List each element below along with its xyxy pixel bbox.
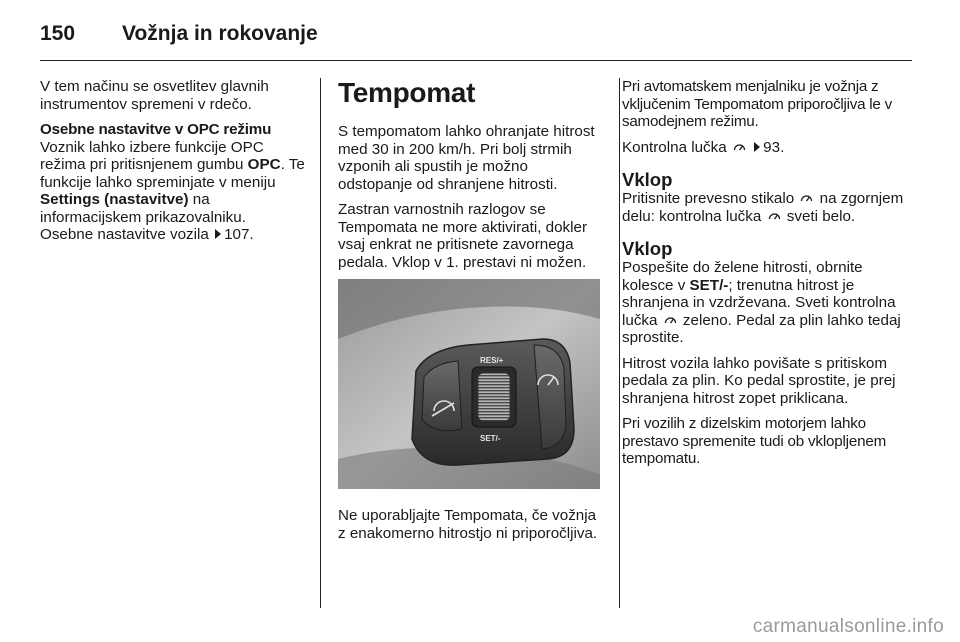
paragraph [622,259,912,347]
subsection-heading: Vklop [622,169,673,190]
paragraph: Pri avtomatskem menjalniku je vožnja z vključenim Tempomatom priporočljiva le v samodejnem režimu. [622,78,892,130]
cruise-control-lamp-icon [733,141,746,153]
cruise-control-lamp-icon [800,192,813,204]
text: na informacijskem prikazovalniku. [40,191,246,226]
set-minus-label: SET/- [480,434,501,443]
paragraph: V tem načinu se osvetlitev glavnih instrumentov spremeni v rdečo. [40,78,269,113]
page-title: Vožnja in rokovanje [122,22,318,45]
arrow-right-icon [754,142,760,152]
header-rule [40,60,912,61]
paragraph: Ne uporabljajte Tempomata, če vožnja z enakomerno hitrostjo ni priporočljiva. [338,507,598,542]
paragraph: S tempomatom lahko ohranjate hitrost med 30 in 200 km/h. Pri bolj strmih vzponih ali spustih je možno odstopanje od shranjene hitrosti. [338,123,595,193]
text: Pritisnite prevesno stikalo [622,190,795,207]
cruise-control-lamp-icon [768,210,781,222]
text: Pospešite do želene hitrosti, obrnite kolesce v [622,259,863,294]
column-1 [40,78,308,252]
paragraph-opc [40,139,308,227]
subsection-heading: Vklop [622,238,673,259]
column-divider-2 [619,78,620,608]
steering-wheel-controls-figure [338,279,600,489]
text: sveti belo. [782,207,856,225]
paragraph: Hitrost vozila lahko povišate s pritiskom pedala za plin. Ko pedal sprostite, je prej shranjena hitrost zopet priklicana. [622,354,896,407]
column-2 [338,78,606,550]
paragraph [622,190,912,225]
text: Voznik lahko izbere funkcije OPC režima pri pritisnjenem gumbu [40,138,264,173]
column-divider-1 [320,78,321,608]
page-header [40,16,920,60]
column-3 [622,78,912,476]
set-minus-keyword: SET/- [689,276,729,294]
page-number: 150 [40,22,76,45]
text: na zgornjem delu: kontrolna lučka [622,190,904,225]
text: . Te funkcije lahko spreminjate v meniju [40,156,305,191]
subheading-opc: Osebne nastavitve v OPC režimu [40,121,272,138]
cruise-control-lamp-icon [664,314,677,326]
res-plus-label: RES/+ [480,356,504,365]
text: zeleno. Pedal za plin lahko tedaj sprostite. [622,311,901,346]
section-heading: Tempomat [338,77,476,108]
paragraph: Zastran varnostnih razlogov se Tempomata ne more aktivirati, dokler vsaj enkrat ne pritisnete zavornega pedala. Vklop v 1. prestavi ni možen. [338,201,588,271]
arrow-right-icon [215,229,221,239]
page-reference: 107. [224,226,254,243]
watermark: carmanualsonline.info [752,616,944,637]
opc-keyword: OPC [247,156,281,173]
text: Osebne nastavitve vozila [40,226,209,243]
settings-keyword: Settings (nastavitve) [40,191,189,208]
paragraph-reference [40,226,308,244]
text: Kontrolna lučka [622,138,727,156]
text: ; trenutna hitrost je shranjena in vzdrževana. Sveti kontrolna lučka [622,276,896,329]
paragraph-lamp-reference [622,139,912,157]
page-reference: 93. [763,138,785,156]
paragraph: Pri vozilih z dizelskim motorjem lahko prestavo spremenite tudi ob vklopljenem tempomatu. [622,415,887,467]
